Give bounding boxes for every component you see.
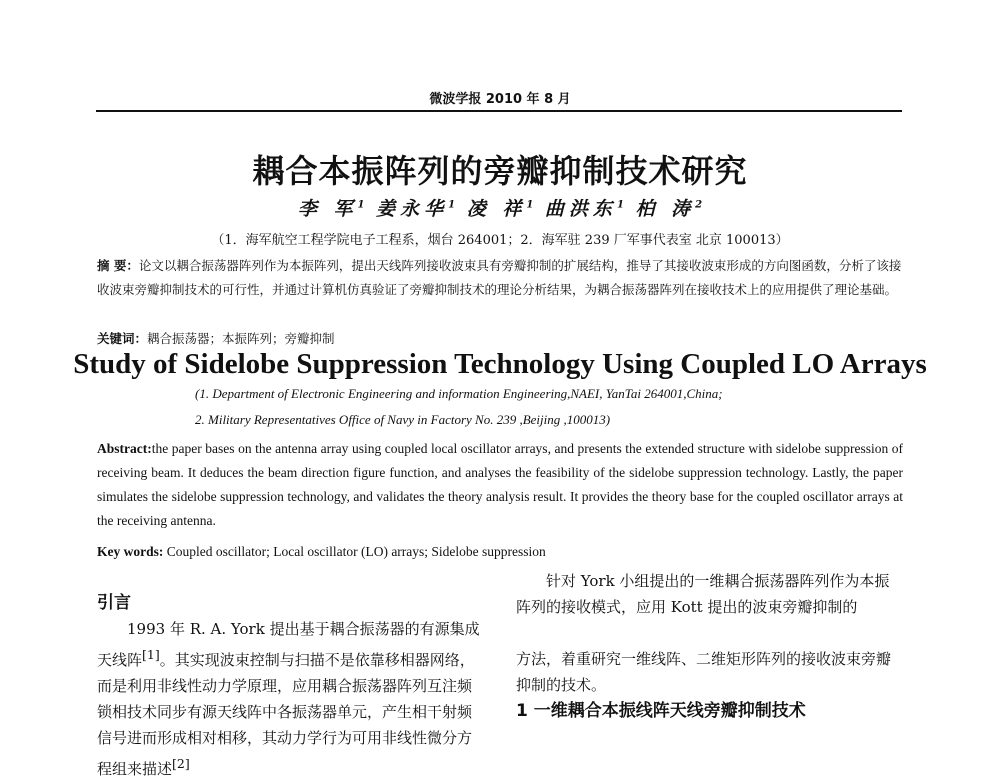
citation-mark: [1] [142,647,160,662]
keywords-label: 关键词： [97,331,148,346]
author-name: 曲洪东 [544,198,617,220]
chinese-abstract [97,254,903,301]
author-affil-mark: 1 [616,199,624,211]
left-column [97,568,485,782]
keywords-text: 耦合振荡器；本振阵列；旁瓣抑制 [147,331,335,346]
body-paragraph: 针对 York 小组提出的一维耦合振荡器阵列作为本振阵列的接收模式，应用 Kott 提出的波束旁瓣抑制的 [516,572,890,616]
introduction-heading: 引言 [97,593,131,613]
english-keywords [97,544,546,560]
header-rule [96,110,902,112]
citation-mark: [2] [172,756,190,771]
body-text: 。其实现波束控制与扫描不是依靠移相器网络，而是利用非线性动力学原理，应用耦合振荡器阵列互注频锁相技术同步有源天线阵中各振荡器单元，产生相干射频信号进而形成相对相移，其动力学行为可用非线性微分方程组来描述 [97,651,475,778]
english-affiliation-2: 2. Military Representatives Office of Navy in Factory No. 239 ,Beijing ,100013) [195,412,611,427]
abstract-text: the paper bases on the antenna array using coupled local oscillator arrays, and presents the extended structure with sidelobe suppression of receiving beam. It deduces the beam direction figure function, and analyses the feasibility of the sidelobe suppression technology. Lastly, the paper simulates the sidelobe suppression technology, and validates the theory analysis result. It provides the theory base for the coupled oscillator arrays at the receiving antenna. [97,441,903,528]
english-abstract [97,437,903,533]
section-1-heading: 1 一维耦合本振线阵天线旁瓣抑制技术 [516,701,806,721]
author-affil-mark: 1 [526,199,534,211]
keywords-text: Coupled oscillator; Local oscillator (LO) arrays; Sidelobe suppression [163,544,546,559]
abstract-label: 摘 要： [97,258,139,273]
chinese-affiliation: （1．海军航空工程学院电子工程系，烟台 264001；2．海军驻 239 厂军事代表室 北京 100013） [211,233,789,248]
author-name: 柏 涛 [635,198,696,220]
right-column [516,568,904,724]
abstract-text: 论文以耦合振荡器阵列作为本振阵列，提出天线阵列接收波束具有旁瓣抑制的扩展结构，推导了其接收波束形成的方向图函数，分析了该接收波束旁瓣抑制技术的可行性，并通过计算机仿真验证了旁瓣抑制技术的理论分析结果，为耦合振荡器阵列在接收技术上的应用提供了理论基础。 [97,258,902,297]
author-affil-mark: 1 [448,199,456,211]
chinese-title: 耦合本振阵列的旁瓣抑制技术研究 [252,152,748,190]
author-affil-mark: 1 [357,199,365,211]
author-name: 姜永华 [376,198,449,220]
english-affiliation-1: (1. Department of Electronic Engineering and information Engineering,NAEI, YanTai 264001,China; [195,386,723,401]
column-gap [516,620,904,646]
author-list [0,194,1000,221]
chinese-keywords [97,329,335,347]
body-paragraph: 方法，着重研究一维线阵、二维矩形阵列的接收波束旁瓣抑制的技术。 [516,650,892,694]
introduction-paragraph [97,616,485,782]
author-name: 凌 祥 [466,198,527,220]
running-head: 微波学报 2010 年 8 月 [429,92,571,107]
abstract-label: Abstract: [97,441,152,456]
author-affil-mark: 2 [695,199,703,211]
english-title: Study of Sidelobe Suppression Technology Using Coupled LO Arrays [73,348,927,380]
author-name: 李 军 [297,198,358,220]
body-text: 1993 年 R. A. York 提出基于耦合振荡器的有源集成天线阵 [97,620,480,669]
keywords-label: Key words: [97,544,164,559]
